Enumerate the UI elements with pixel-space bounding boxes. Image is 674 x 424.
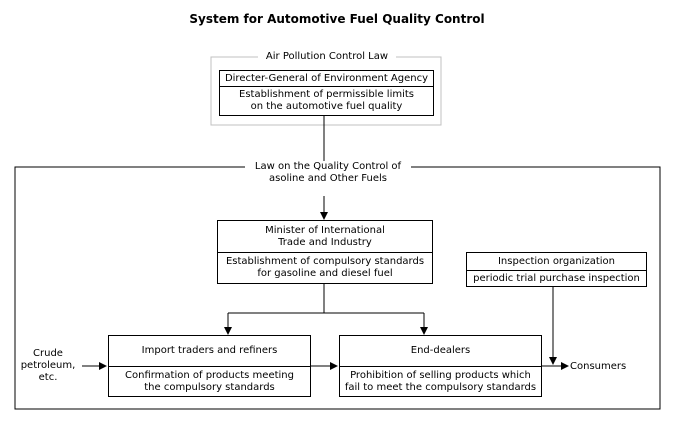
miti-body: Establishment of compulsory standards for gasoline and diesel fuel (225, 256, 425, 279)
dealers-body: Prohibition of selling products which fail to meet the compulsory standards (344, 369, 537, 393)
dealers-box (339, 335, 542, 397)
miti-box (217, 220, 433, 284)
agency-title: Directer-General of Environment Agency (224, 72, 429, 84)
inspection-title: Inspection organization (497, 255, 615, 267)
diagram-title: System for Automotive Fuel Quality Control (189, 12, 485, 26)
importers-box (108, 335, 311, 397)
quality-law-label: Law on the Quality Control of asoline and Other Fuels (245, 161, 411, 185)
importers-title: Import traders and refiners (141, 345, 278, 356)
consumers-label: Consumers (570, 361, 627, 372)
miti-title: Minister of International Trade and Industry (265, 224, 385, 248)
importers-body: Confirmation of products meeting the compulsory standards (125, 369, 294, 393)
air-pollution-law-label: Air Pollution Control Law (258, 51, 396, 63)
crude-petroleum-label: Crude petroleum, etc. (20, 348, 76, 383)
dealers-title: End-dealers (410, 345, 471, 356)
agency-body: Establishment of permissible limits on the automotive fuel quality (239, 89, 414, 112)
agency-box (219, 70, 434, 116)
inspection-body: periodic trial purchase inspection (473, 272, 640, 284)
inspection-box (466, 252, 647, 287)
